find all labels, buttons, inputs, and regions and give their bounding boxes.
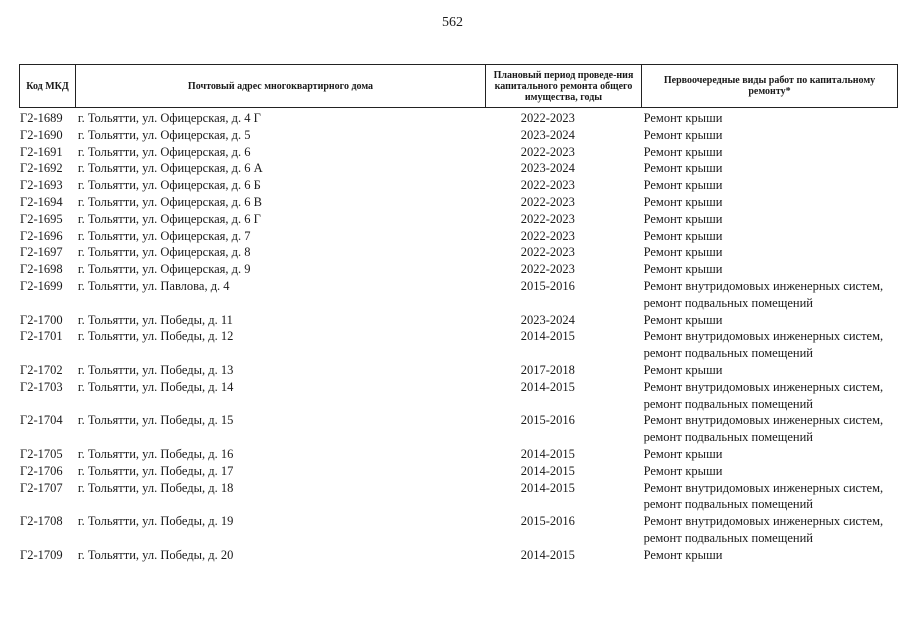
- row-works: [643, 211, 899, 228]
- row-code: Г2-1708: [20, 514, 63, 529]
- row-address: г. Тольятти, ул. Офицерская, д. 6 В: [77, 194, 262, 209]
- row-works-line: Ремонт крыши: [643, 463, 723, 478]
- row-code: Г2-1690: [20, 127, 63, 142]
- row-works-line: ремонт подвальных помещений: [643, 346, 813, 361]
- row-period: 2014-2015: [520, 329, 575, 344]
- header-works: Первоочередные виды работ по капитальному ремонту*: [642, 65, 898, 108]
- row-address: г. Тольятти, ул. Победы, д. 13: [77, 362, 234, 377]
- row-works: [643, 513, 899, 547]
- row-works: [643, 480, 899, 514]
- row-period: 2022-2023: [520, 144, 575, 159]
- row-code: Г2-1707: [20, 480, 63, 495]
- row-works-line: Ремонт крыши: [643, 262, 723, 277]
- row-works-line: Ремонт крыши: [643, 547, 723, 562]
- row-works-line: ремонт подвальных помещений: [643, 430, 813, 445]
- row-address: г. Тольятти, ул. Павлова, д. 4: [77, 278, 230, 293]
- row-works: [643, 463, 899, 480]
- row-works-line: Ремонт внутридомовых инженерных систем,: [643, 278, 884, 293]
- table-row: [19, 312, 899, 329]
- table-row: [19, 513, 899, 547]
- page-number: 562: [442, 15, 463, 30]
- row-works-line: Ремонт крыши: [643, 211, 723, 226]
- row-works: [643, 446, 899, 463]
- row-address: г. Тольятти, ул. Победы, д. 18: [77, 480, 234, 495]
- table-row: [19, 127, 899, 144]
- row-works: [643, 177, 899, 194]
- row-address: г. Тольятти, ул. Офицерская, д. 5: [77, 127, 251, 142]
- row-period: 2022-2023: [520, 228, 575, 243]
- row-works-line: ремонт подвальных помещений: [643, 497, 813, 512]
- row-period: 2022-2023: [520, 262, 575, 277]
- row-code: Г2-1709: [20, 547, 63, 562]
- row-code: Г2-1705: [20, 446, 63, 461]
- row-address: г. Тольятти, ул. Победы, д. 11: [77, 312, 233, 327]
- row-works: [643, 110, 899, 127]
- row-code: Г2-1695: [20, 211, 63, 226]
- row-address: г. Тольятти, ул. Офицерская, д. 6: [77, 144, 251, 159]
- row-works: [643, 379, 899, 413]
- row-works: [643, 362, 899, 379]
- row-works: [643, 328, 899, 362]
- row-works-line: Ремонт крыши: [643, 362, 723, 377]
- table-row: [19, 160, 899, 177]
- row-period: 2023-2024: [520, 127, 575, 142]
- row-code: Г2-1700: [20, 312, 63, 327]
- row-works: [643, 261, 899, 278]
- row-works: [643, 144, 899, 161]
- row-period: 2015-2016: [520, 514, 575, 529]
- row-address: г. Тольятти, ул. Победы, д. 12: [77, 329, 234, 344]
- row-period: 2022-2023: [520, 111, 575, 125]
- row-works-line: ремонт подвальных помещений: [643, 396, 813, 411]
- row-period: 2023-2024: [520, 312, 575, 327]
- header-code: Код МКД: [20, 65, 76, 108]
- row-works: [643, 194, 899, 211]
- row-works-line: Ремонт крыши: [643, 312, 723, 327]
- row-code: Г2-1702: [20, 362, 63, 377]
- table-row: [19, 328, 899, 362]
- row-address: г. Тольятти, ул. Победы, д. 15: [77, 413, 234, 428]
- row-address: г. Тольятти, ул. Победы, д. 19: [77, 514, 234, 529]
- row-works-line: ремонт подвальных помещений: [643, 295, 813, 310]
- row-works-line: Ремонт крыши: [643, 111, 723, 125]
- row-address: г. Тольятти, ул. Офицерская, д. 9: [77, 262, 251, 277]
- row-address: г. Тольятти, ул. Победы, д. 16: [77, 446, 234, 461]
- row-period: 2022-2023: [520, 245, 575, 260]
- table-row: [19, 261, 899, 278]
- table-row: [19, 446, 899, 463]
- row-address: г. Тольятти, ул. Офицерская, д. 7: [77, 228, 251, 243]
- row-works-line: Ремонт внутридомовых инженерных систем,: [643, 329, 884, 344]
- row-code: Г2-1706: [20, 463, 63, 478]
- row-code: Г2-1694: [20, 194, 63, 209]
- table-row: [19, 278, 899, 312]
- row-code: Г2-1689: [20, 111, 63, 125]
- row-works-line: Ремонт крыши: [643, 127, 723, 142]
- row-code: Г2-1692: [20, 161, 63, 176]
- table-row: [19, 194, 899, 211]
- row-address: г. Тольятти, ул. Офицерская, д. 6 Б: [77, 178, 261, 193]
- table-row: [19, 412, 899, 446]
- row-works-line: Ремонт крыши: [643, 228, 723, 243]
- row-code: Г2-1703: [20, 379, 63, 394]
- row-code: Г2-1691: [20, 144, 63, 159]
- row-period: 2022-2023: [520, 178, 575, 193]
- row-period: 2014-2015: [520, 547, 575, 562]
- row-period: 2014-2015: [520, 463, 575, 478]
- header-period: Плановый период проведе-ния капитального ремонта общего имущества, годы: [486, 65, 642, 108]
- row-period: 2014-2015: [520, 446, 575, 461]
- row-works: [643, 278, 899, 312]
- row-code: Г2-1699: [20, 278, 63, 293]
- table-row: [19, 480, 899, 514]
- row-address: г. Тольятти, ул. Победы, д. 20: [77, 547, 234, 562]
- row-works-line: Ремонт крыши: [643, 161, 723, 176]
- header-address: Почтовый адрес многоквартирного дома: [76, 65, 486, 108]
- row-works-line: Ремонт внутридомовых инженерных систем,: [643, 514, 884, 529]
- row-period: 2014-2015: [520, 480, 575, 495]
- row-works-line: Ремонт внутридомовых инженерных систем,: [643, 379, 884, 394]
- table-row: [19, 463, 899, 480]
- row-code: Г2-1696: [20, 228, 63, 243]
- row-address: г. Тольятти, ул. Победы, д. 14: [77, 379, 234, 394]
- row-works-line: Ремонт крыши: [643, 178, 723, 193]
- row-period: 2014-2015: [520, 379, 575, 394]
- table-row: [19, 211, 899, 228]
- row-works-line: Ремонт внутридомовых инженерных систем,: [643, 413, 884, 428]
- table-body: [19, 110, 899, 564]
- row-address: г. Тольятти, ул. Офицерская, д. 8: [77, 245, 251, 260]
- row-address: г. Тольятти, ул. Офицерская, д. 6 Г: [77, 211, 261, 226]
- row-period: 2015-2016: [520, 278, 575, 293]
- row-works: [643, 547, 899, 564]
- table-row: [19, 362, 899, 379]
- row-works: [643, 312, 899, 329]
- row-address: г. Тольятти, ул. Офицерская, д. 4 Г: [77, 111, 261, 125]
- table-row: [19, 144, 899, 161]
- table-row: [19, 547, 899, 564]
- table-row: [19, 244, 899, 261]
- row-works-line: Ремонт крыши: [643, 245, 723, 260]
- row-code: Г2-1697: [20, 245, 63, 260]
- row-code: Г2-1704: [20, 413, 63, 428]
- row-works: [643, 127, 899, 144]
- row-works: [643, 244, 899, 261]
- row-works-line: Ремонт крыши: [643, 194, 723, 209]
- row-address: г. Тольятти, ул. Победы, д. 17: [77, 463, 234, 478]
- row-works: [643, 160, 899, 177]
- table-row: [19, 110, 899, 127]
- row-works-line: Ремонт крыши: [643, 144, 723, 159]
- row-period: 2015-2016: [520, 413, 575, 428]
- row-works: [643, 228, 899, 245]
- row-code: Г2-1693: [20, 178, 63, 193]
- row-period: 2017-2018: [520, 362, 575, 377]
- table-header: [19, 64, 898, 108]
- row-works-line: Ремонт внутридомовых инженерных систем,: [643, 480, 884, 495]
- table-row: [19, 177, 899, 194]
- row-address: г. Тольятти, ул. Офицерская, д. 6 А: [77, 161, 263, 176]
- row-period: 2023-2024: [520, 161, 575, 176]
- row-works-line: ремонт подвальных помещений: [643, 530, 813, 545]
- table-row: [19, 379, 899, 413]
- row-code: Г2-1698: [20, 262, 63, 277]
- row-period: 2022-2023: [520, 194, 575, 209]
- row-works: [643, 412, 899, 446]
- row-code: Г2-1701: [20, 329, 63, 344]
- row-period: 2022-2023: [520, 211, 575, 226]
- row-works-line: Ремонт крыши: [643, 446, 723, 461]
- table-row: [19, 228, 899, 245]
